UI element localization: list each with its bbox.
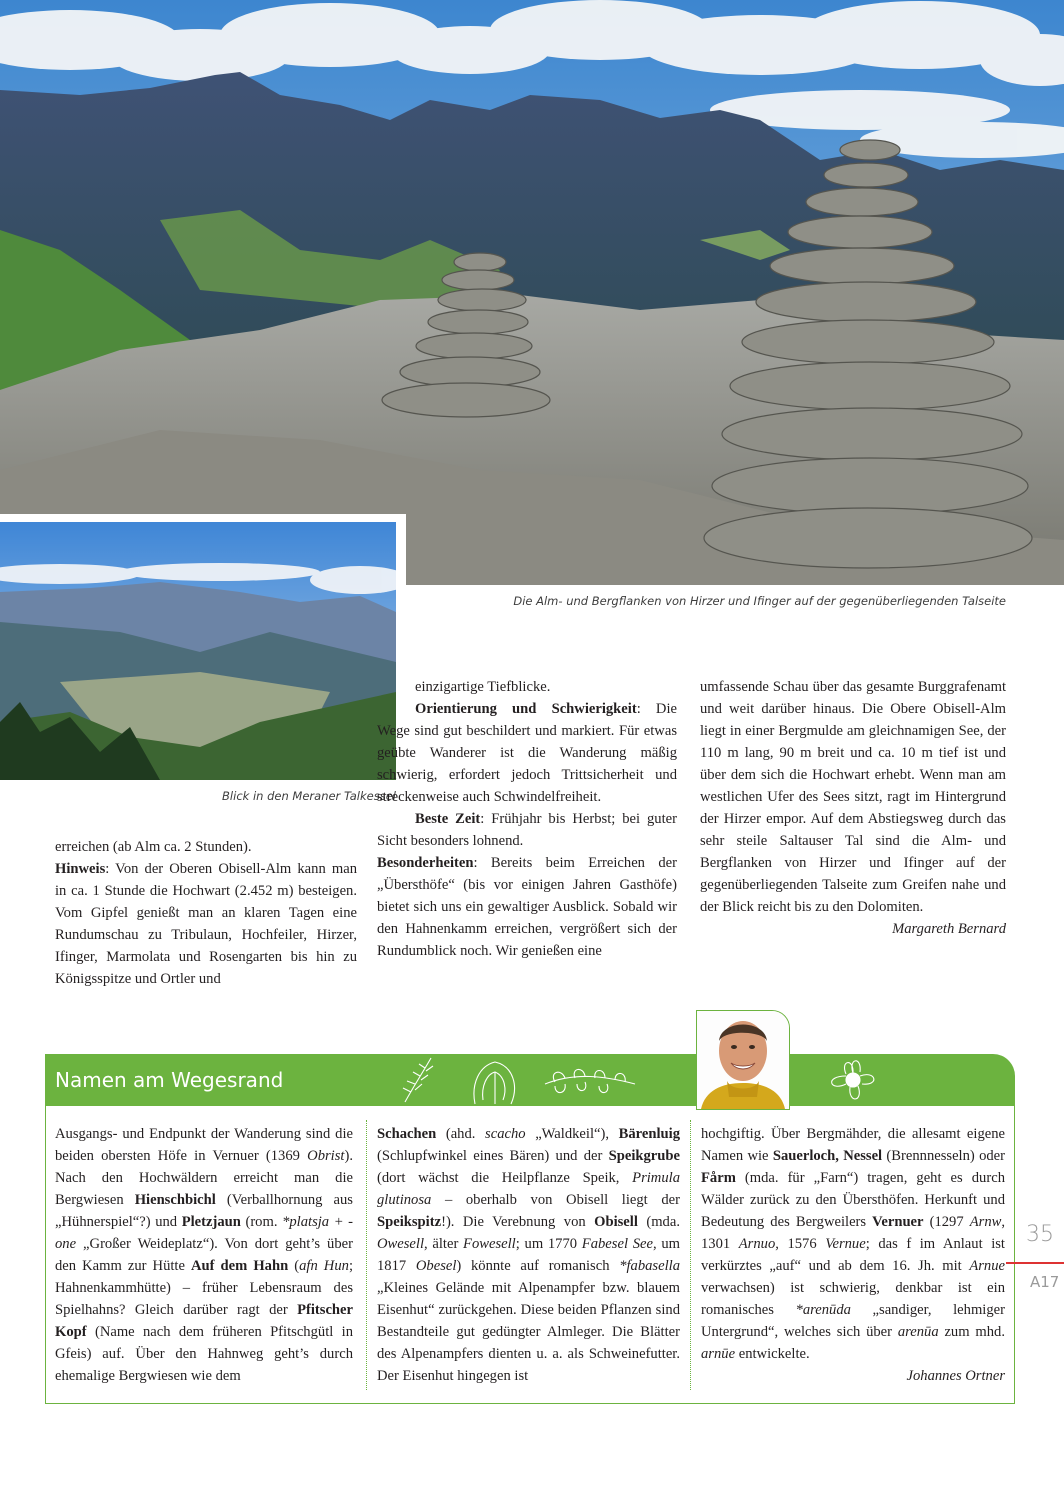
info-box-column-3 (701, 1123, 1005, 1387)
article-paragraph: einzigartige Tiefblicke. (415, 679, 551, 695)
botanical-decoration-icon (395, 1054, 695, 1106)
article-paragraph: erreichen (ab Alm ca. 2 Stunden). (55, 839, 252, 855)
article-paragraph: Orientierung und Schwierigkeit: Die Wege sind gut beschildert und markiert. Für etwas geübte Wanderer ist die Wanderung mäßig schwierig, erfordert jedoch Trittsicherheit und streckenweise auch Schwindelfreiheit. (377, 701, 678, 805)
inset-photo (0, 522, 396, 780)
flower-decoration-icon (818, 1054, 888, 1106)
info-box-column-1 (55, 1123, 353, 1387)
column-divider (366, 1120, 367, 1390)
article-column-1 (55, 836, 357, 990)
info-box-paragraph: Ausgangs- und Endpunkt der Wanderung sind die beiden obersten Höfe in Vernuer (1369 Obrist). Nach den Hochwäldern erreicht man die Bergwiesen Hienschbichl (Verballhornung aus „Hühnerspiel“?) und Pletzjaun (rom. *platsja + -one „Großer Weideplatz“). Von dort geht’s über den Kamm zur Hütte Auf dem Hahn (afn Hun; Hahnenkammhütte) – früher Lebensraum des Spielhahns? Gleich darüber ragt der Pfitscher Kopf (Name nach dem früheren Pfitschgütl in Gfeis) auf. Über den Hahnweg geht’s durch ehemalige Bergwiesen wie dem (55, 1126, 353, 1384)
article-paragraph: Besonderheiten: Bereits beim Erreichen der „Übersthöfe“ (bis vor einigen Jahren Gasthöfe) bietet sich uns ein gewaltiger Ausblick. Sobald wir den Hahnenkamm erreichen, vergrößert sich der Rundumblick noch. Wir genießen eine (377, 855, 677, 959)
inset-caption: Blick in den Meraner Talkessel (222, 789, 396, 803)
author-portrait (696, 1010, 790, 1110)
info-box-paragraph: hochgiftig. Über Bergmähder, die allesamt eigene Namen wie Sauerloch, Nessel (Brennnesseln) oder Fårm (mda. für „Farn“) tragen, geht es durch Wälder zurück zu den Übersthöfen. Herkunft und Bedeutung des Bergweilers Vernuer (1297 Arnw, 1301 Arnuo, 1576 Vernue; das f im Anlaut ist verkürztes „auf“ und ab dem 16. Jh. mit Arnue verwachsen) ist schwierig, denkbar ist ein romanisches *arenūda „sandiger, lehmiger Untergrund“, welches sich über arenūa zum mhd. arnūe entwickelte. (701, 1126, 1006, 1362)
page-number: 35 (1026, 1222, 1054, 1247)
article-column-3 (700, 676, 1006, 940)
article-paragraph: Beste Zeit: Frühjahr bis Herbst; bei guter Sicht besonders lohnend. (377, 811, 677, 849)
hero-photo (0, 0, 1064, 585)
info-box-column-2 (377, 1123, 680, 1387)
article-paragraph: umfassende Schau über das gesamte Burggrafenamt und weit darüber hinaus. Die Obere Obisell-Alm liegt in einer Bergmulde am gleichnamigen See, der 110 m lang, 90 m breit und ca. 10 m tief ist und über dem sich die Hochwart erhebt. Wenn man am westlichen Ufer des Sees sitzt, ragt im Hintergrund der Hirzer empor. Auf dem Abstiegsweg durch das sehr steile Saltauser Tal sind die Alm- und Bergflanken von Hirzer und Ifinger auf der gegenüberliegenden Talseite zum Greifen nahe und der Blick reicht bis zu den Dolomiten. (700, 679, 1006, 915)
info-box-paragraph: Schachen (ahd. scacho „Waldkeil“), Bärenluig (Schlupfwinkel eines Bären) und der Speikgrube (dort wächst die Heilpflanze Speik, Primula glutinosa – oberhalb von Obisell liegt der Speikspitz!). Die Verebnung von Obisell (mda. Owesell, älter Fowesell; um 1770 Fabesel See, um 1817 Obesel) könnte auf romanisch *fabasella „Kleines Gelände mit Alpenampfer bzw. blauem Eisenhut“ zurückgehen. Diese beiden Pflanzen sind Bestandteile gut gedüngter Almleger. Die Blätter des Alpenampfers dienten u. a. als Schweinefutter. Der Eisenhut hingegen ist (377, 1126, 680, 1384)
info-box-author: Johannes Ortner (906, 1368, 1005, 1384)
page-rule (1006, 1262, 1064, 1264)
article-author: Margareth Bernard (892, 921, 1006, 937)
article-paragraph: Hinweis: Von der Oberen Obisell-Alm kann man in ca. 1 Stunde die Hochwart (2.452 m) besteigen. Vom Gipfel genießt man an klaren Tagen eine Rundumschau zu Tribulaun, Hochfeiler, Hirzer, Ifinger, Marmolata und Rosengarten bis hin zu Königsspitze und Ortler und (55, 861, 357, 987)
hero-caption: Die Alm- und Bergflanken von Hirzer und Ifinger auf der gegenüberliegenden Talseite (513, 594, 1006, 608)
page-code: A17 (1030, 1273, 1060, 1291)
column-divider (690, 1120, 691, 1390)
info-box-title: Namen am Wegesrand (55, 1068, 284, 1092)
article-column-2 (377, 676, 677, 962)
